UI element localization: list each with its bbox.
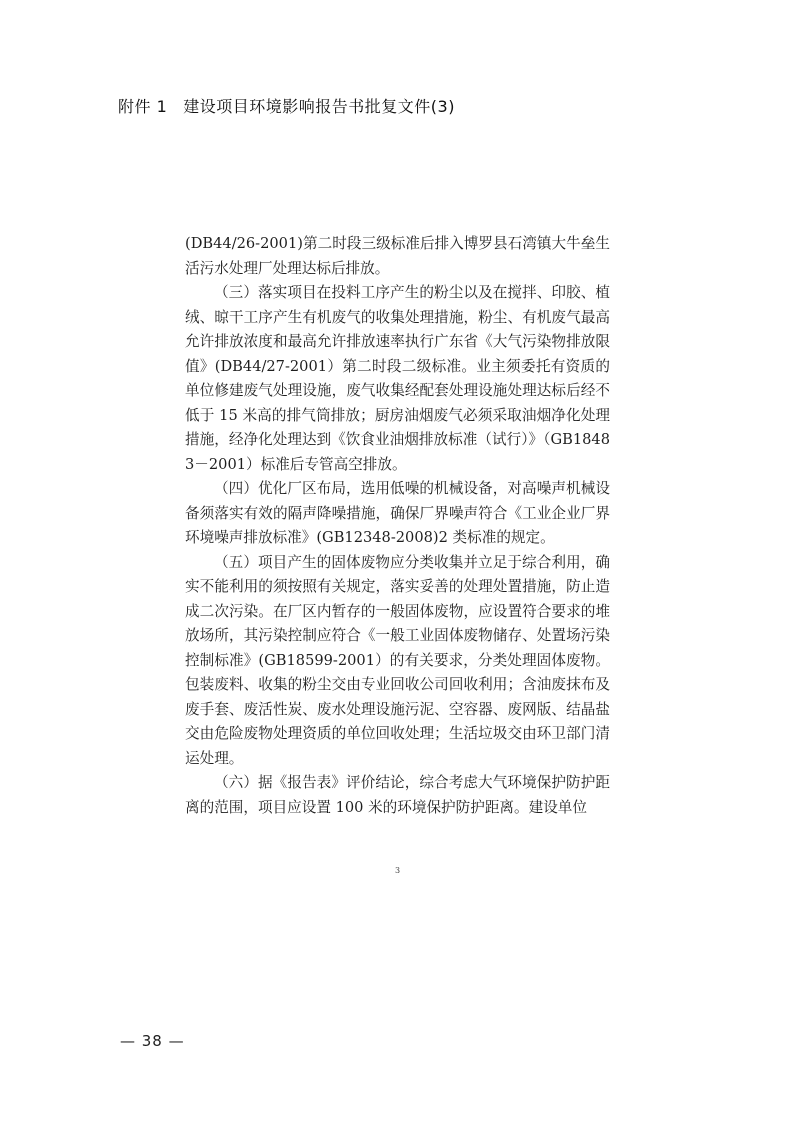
paragraph-item-4: （四）优化厂区布局，选用低噪的机械设备，对高噪声机械设备须落实有效的隔声降噪措施，确保厂界噪声符合《工业企业厂界环境噪声排放标准》(GB12348-2008)2 类标准的规定。 (185, 480, 610, 546)
paragraph-item-3: （三）落实项目在投料工序产生的粉尘以及在搅拌、印胶、植绒、晾干工序产生有机废气的收集处理措施，粉尘、有机废气最高允许排放浓度和最高允许排放速率执行广东省《大气污染物排放限值》(DB44/27-2001）第二时段二级标准。业主须委托有资质的单位修建废气处理设施，废气收集经配套处理设施处理达标后经不低于 15 米高的排气筒排放；厨房油烟废气必须采取油烟净化处理措施，经净化处理达到《饮食业油烟排放标准（试行）》（GB18483－2001）标准后专管高空排放。 (185, 284, 610, 473)
footer-page-number: — 38 — (120, 1032, 185, 1050)
paragraph-item-6: （六）据《报告表》评价结论，综合考虑大气环境保护防护距离的范围，项目应设置 100 米的环境保护防护距离。建设单位 (185, 774, 610, 816)
inner-page-number: 3 (395, 866, 401, 875)
attachment-label: 附件 1 (118, 97, 168, 116)
paragraph-continuation: (DB44/26-2001)第二时段三级标准后排入博罗县石湾镇大牛垒生活污水处理厂处理达标后排放。 (185, 235, 610, 277)
paragraph-item-5: （五）项目产生的固体废物应分类收集并立足于综合利用，确实不能利用的须按照有关规定，落实妥善的处理处置措施，防止造成二次污染。在厂区内暂存的一般固体废物，应设置符合要求的堆放场所，其污染控制应符合《一般工业固体废物储存、处置场污染控制标准》(GB18599-2001）的有关要求，分类处理固体废物。包装废料、收集的粉尘交由专业回收公司回收利用；含油废抹布及废手套、废活性炭、废水处理设施污泥、空容器、废网版、结晶盐交由危险废物处理资质的单位回收处理；生活垃圾交由环卫部门清运处理。 (185, 553, 610, 767)
attachment-title: 建设项目环境影响报告书批复文件(3) (183, 97, 455, 116)
attachment-header (118, 94, 455, 117)
document-body (185, 232, 610, 820)
